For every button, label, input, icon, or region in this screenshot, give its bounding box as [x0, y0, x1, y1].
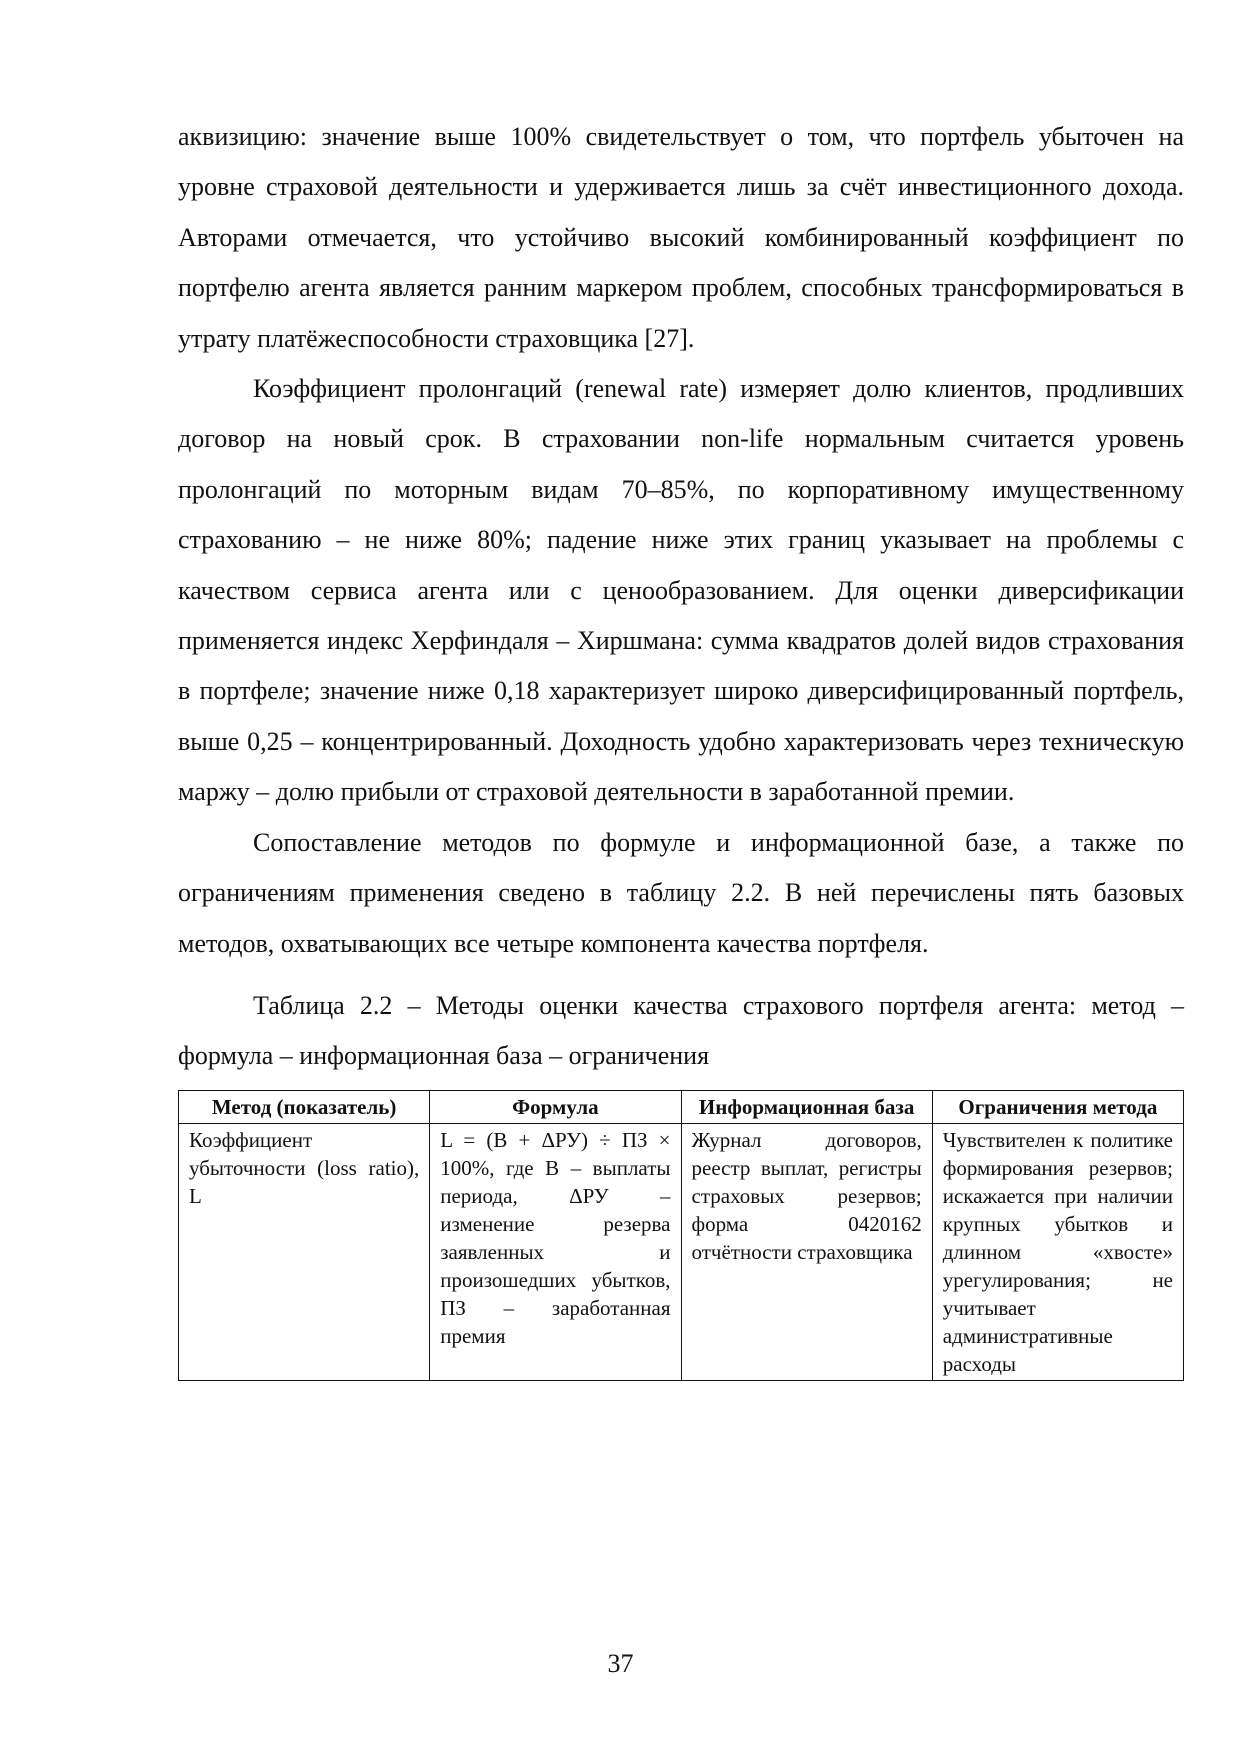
paragraph-table-intro: Сопоставление методов по формуле и информационной базе, а также по ограничениям применения сведено в таблицу 2.2. В ней перечислены пять базовых методов, охватывающих все четыре компонента качества портфеля.: [178, 827, 1184, 958]
paragraph-renewal-rate: Коэффициент пролонгаций (renewal rate) измеряет долю клиентов, продливших договор на новый срок. В страховании non-life нормальным считается уровень пролонгаций по моторным видам 70–85%, по корпоративному имущественному страхованию – не ниже 80%; падение ниже этих границ указывает на проблемы с качеством сервиса агента или с ценообразованием. Для оценки диверсификации применяется индекс Херфиндаля – Хиршмана: сумма квадратов долей видов страхования в портфеле; значение ниже 0,18 характеризует широко диверсифицированный портфель, выше 0,25 – концентрированный. Доходность удобно характеризовать через техническую маржу – долю прибыли от страховой деятельности в заработанной премии.: [178, 374, 1184, 807]
page-number: 37: [607, 1649, 634, 1678]
paragraph-loss-ratio-continued: аквизицию: значение выше 100% свидетельствует о том, что портфель убыточен на уровне страховой деятельности и удерживается лишь за счёт инвестиционного дохода. Авторами отмечается, что устойчиво высокий комбинированный коэффициент по портфелю агента является ранним маркером проблем, способных трансформироваться в утрату платёжеспособности страховщика [27].: [178, 122, 1184, 353]
cell-info-base: Журнал договоров, реестр выплат, регистры страховых резервов; форма 0420162 отчётности страховщика: [681, 1123, 932, 1380]
methods-table: [178, 1090, 1184, 1381]
header-formula: Формула: [430, 1090, 681, 1123]
table-header-row: [179, 1090, 1184, 1123]
cell-limitations: Чувствителен к политике формирования резервов; искажается при наличии крупных убытков и длинном «хвосте» урегулирования; не учитывает административные расходы: [932, 1123, 1183, 1380]
header-method: Метод (показатель): [179, 1090, 430, 1123]
document-page: [178, 112, 1184, 1381]
header-limitations: Ограничения метода: [932, 1090, 1183, 1123]
table-caption: Таблица 2.2 – Методы оценки качества страхового портфеля агента: метод – формула – информационная база – ограничения: [178, 990, 1184, 1071]
table-row: [179, 1123, 1184, 1380]
cell-formula: L = (В + ΔРУ) ÷ ПЗ × 100%, где В – выплаты периода, ΔРУ – изменение резерва заявленных и произошедших убытков, ПЗ – заработанная премия: [430, 1123, 681, 1380]
cell-method: Коэффициент убыточности (loss ratio), L: [179, 1123, 430, 1380]
header-info-base: Информационная база: [681, 1090, 932, 1123]
